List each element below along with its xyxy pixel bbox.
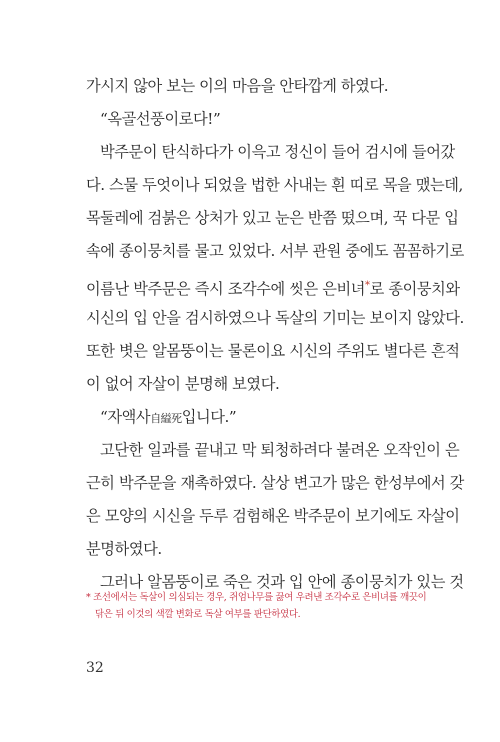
footnote-line: 닦은 뒤 이것의 색깔 변화로 독살 여부를 판단하였다. xyxy=(95,609,301,620)
text-line: 시신의 입 안을 검시하였으나 독살의 기미는 보이지 않았다. xyxy=(86,308,464,327)
text-segment: 이름난 박주문은 즉시 조각수에 씻은 은비녀 xyxy=(86,279,366,298)
footnote-reference: * xyxy=(365,279,370,291)
text-line: 목둘레에 검붉은 상처가 있고 눈은 반쯤 떴으며, 꾹 다문 입 xyxy=(86,209,459,228)
text-line xyxy=(86,269,460,302)
text-line: 박주문이 탄식하다가 이윽고 정신이 들어 검시에 들어갔 xyxy=(100,143,455,162)
footnote-text: 조선에서는 독살이 의심되는 경우, 쥐엄나무를 끓여 우려낸 조각수로 은비녀를 깨끗이 xyxy=(93,592,427,603)
text-line: 속에 종이뭉치를 물고 있었다. 서부 관원 중에도 꼼꼼하기로 xyxy=(86,242,464,261)
text-segment: 입니다.” xyxy=(181,407,237,426)
text-segment: 로 종이뭉치와 xyxy=(369,279,460,298)
text-line: 다. 스물 두엇이나 되었을 법한 사내는 흰 띠로 목을 맸는데, xyxy=(86,176,463,195)
text-line: 그러나 알몸뚱이로 죽은 것과 입 안에 종이뭉치가 있는 것 xyxy=(100,573,464,592)
text-segment: “자액사 xyxy=(100,407,151,426)
body-text xyxy=(86,70,464,600)
text-line: 또한 볏은 알몸뚱이는 물론이요 시신의 주위도 별다른 흔적 xyxy=(86,341,460,360)
dialogue-line: “옥골선풍이로다!” xyxy=(100,110,221,129)
text-line: 분명하였다. xyxy=(86,540,162,559)
text-line: 근히 박주문을 재촉하였다. 살상 변고가 많은 한성부에서 갖 xyxy=(86,474,464,493)
text-line: 은 모양의 시신을 두루 검험해온 박주문이 보기에도 자살이 xyxy=(86,507,460,526)
footnote xyxy=(86,589,430,623)
hanja-annotation: 自縊死 xyxy=(150,411,182,425)
dialogue-line xyxy=(86,401,430,434)
page-number: 32 xyxy=(86,660,104,676)
footnote-line xyxy=(86,589,430,606)
text-line: 이 없어 자살이 분명해 보였다. xyxy=(86,374,280,393)
text-line: 가시지 않아 보는 이의 마음을 안타깝게 하였다. xyxy=(86,77,389,95)
footnote-marker: * xyxy=(86,592,91,603)
text-line: 고단한 일과를 끝내고 막 퇴청하려다 불려온 오작인이 은 xyxy=(100,441,460,460)
